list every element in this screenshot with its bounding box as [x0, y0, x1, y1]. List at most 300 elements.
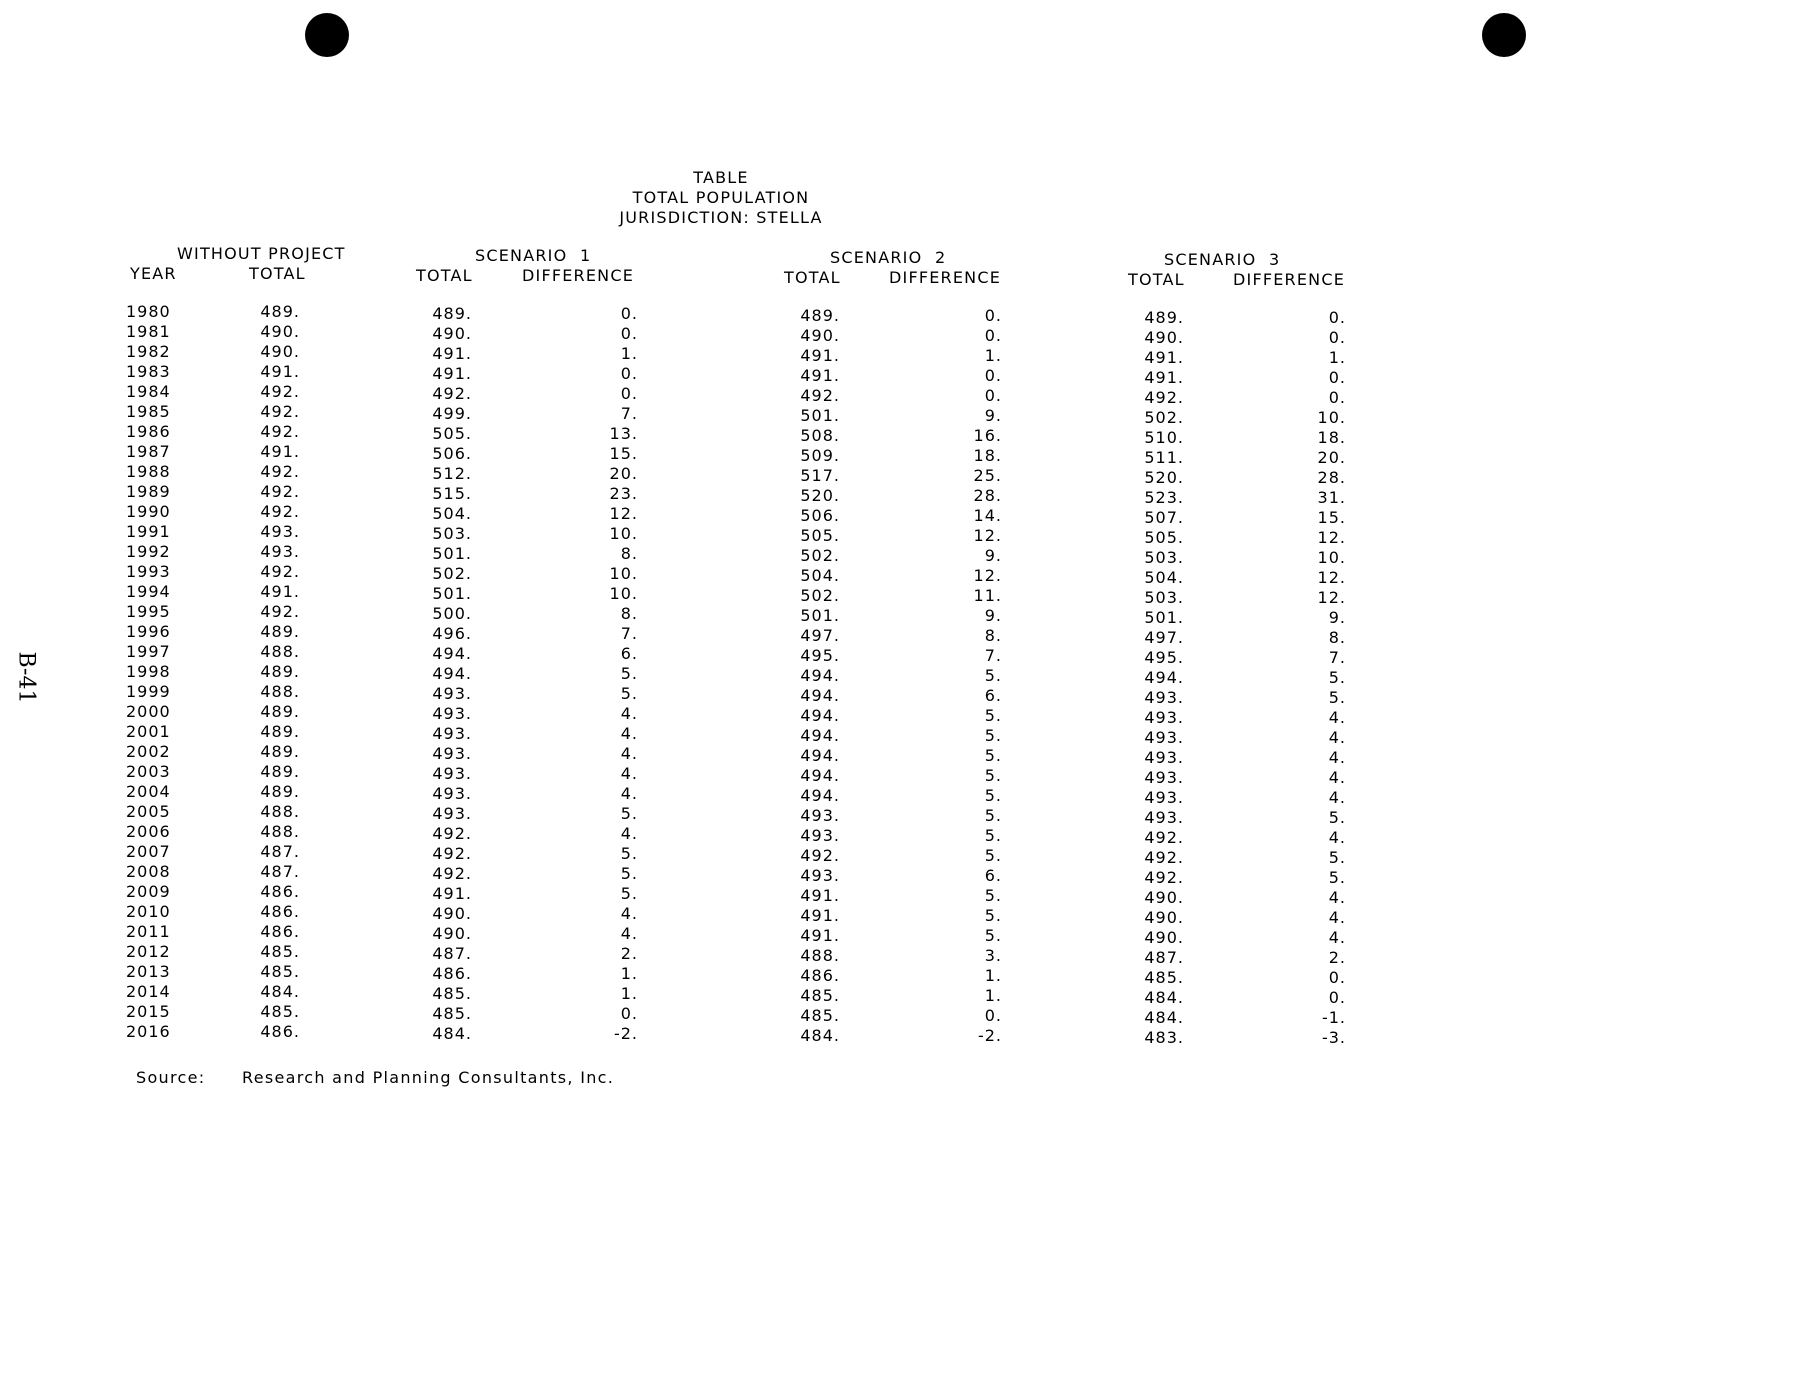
- cell-s1-difference: 7.: [620, 624, 638, 643]
- cell-s2-total: 492.: [800, 846, 840, 865]
- cell-s1-total: 490.: [432, 904, 472, 923]
- cell-s2-total: 494.: [800, 666, 840, 685]
- cell-s2-total: 490.: [800, 326, 840, 345]
- cell-without-total: 488.: [260, 802, 300, 821]
- cell-s3-difference: 5.: [1328, 868, 1346, 887]
- cell-s3-difference: -1.: [1321, 1008, 1346, 1027]
- cell-without-total: 491.: [260, 362, 300, 381]
- cell-without-total: 486.: [260, 882, 300, 901]
- page-number-label: B-41: [13, 651, 39, 704]
- cell-s3-total: 503.: [1144, 588, 1184, 607]
- cell-s3-total: 505.: [1144, 528, 1184, 547]
- cell-without-total: 485.: [260, 942, 300, 961]
- cell-s3-total: 485.: [1144, 968, 1184, 987]
- cell-s1-total: 485.: [432, 1004, 472, 1023]
- cell-year: 1988: [126, 462, 171, 481]
- cell-s1-total: 504.: [432, 504, 472, 523]
- cell-s3-total: 504.: [1144, 568, 1184, 587]
- cell-s3-total: 492.: [1144, 388, 1184, 407]
- cell-s3-difference: 4.: [1328, 768, 1346, 787]
- cell-s2-difference: 5.: [984, 926, 1002, 945]
- cell-s1-difference: 5.: [620, 884, 638, 903]
- cell-s1-total: 490.: [432, 324, 472, 343]
- cell-s3-total: 501.: [1144, 608, 1184, 627]
- header-s3-total: TOTAL: [1128, 270, 1185, 289]
- cell-s1-difference: 13.: [609, 424, 638, 443]
- column-without-total: [240, 302, 300, 1042]
- cell-s1-difference: 4.: [620, 924, 638, 943]
- cell-s3-difference: 28.: [1317, 468, 1346, 487]
- cell-s2-difference: 5.: [984, 786, 1002, 805]
- cell-s2-total: 491.: [800, 346, 840, 365]
- cell-s1-total: 493.: [432, 764, 472, 783]
- cell-s3-difference: 5.: [1328, 848, 1346, 867]
- cell-s2-total: 508.: [800, 426, 840, 445]
- header-scenario-1: SCENARIO 1: [475, 246, 592, 265]
- cell-s2-difference: 0.: [984, 306, 1002, 325]
- cell-without-total: 492.: [260, 382, 300, 401]
- cell-without-total: 489.: [260, 722, 300, 741]
- cell-s1-total: 499.: [432, 404, 472, 423]
- cell-year: 2004: [126, 782, 171, 801]
- cell-s1-difference: 4.: [620, 824, 638, 843]
- cell-s1-difference: 6.: [620, 644, 638, 663]
- cell-s3-total: 483.: [1144, 1028, 1184, 1047]
- cell-year: 1992: [126, 542, 171, 561]
- cell-s3-difference: 4.: [1328, 908, 1346, 927]
- cell-without-total: 489.: [260, 702, 300, 721]
- cell-without-total: 486.: [260, 1022, 300, 1041]
- cell-s1-difference: 5.: [620, 684, 638, 703]
- cell-s3-difference: 0.: [1328, 328, 1346, 347]
- cell-year: 1985: [126, 402, 171, 421]
- header-scenario-3: SCENARIO 3: [1164, 250, 1281, 269]
- cell-s3-difference: 4.: [1328, 928, 1346, 947]
- cell-without-total: 488.: [260, 642, 300, 661]
- cell-s3-total: 493.: [1144, 688, 1184, 707]
- cell-s3-difference: 4.: [1328, 708, 1346, 727]
- cell-s1-total: 503.: [432, 524, 472, 543]
- cell-s2-total: 501.: [800, 606, 840, 625]
- cell-s3-difference: 15.: [1317, 508, 1346, 527]
- cell-s3-total: 491.: [1144, 368, 1184, 387]
- title-line-3: JURISDICTION: STELLA: [619, 208, 823, 227]
- cell-s1-difference: 4.: [620, 904, 638, 923]
- cell-s1-total: 492.: [432, 864, 472, 883]
- cell-s2-difference: 18.: [973, 446, 1002, 465]
- cell-s3-difference: 31.: [1317, 488, 1346, 507]
- cell-year: 2015: [126, 1002, 171, 1021]
- cell-s2-total: 494.: [800, 766, 840, 785]
- cell-s1-total: 489.: [432, 304, 472, 323]
- cell-s3-difference: -3.: [1321, 1028, 1346, 1047]
- cell-without-total: 485.: [260, 962, 300, 981]
- cell-s2-total: 489.: [800, 306, 840, 325]
- cell-s1-difference: 0.: [620, 324, 638, 343]
- cell-year: 2005: [126, 802, 171, 821]
- cell-without-total: 492.: [260, 602, 300, 621]
- cell-s1-difference: 10.: [609, 564, 638, 583]
- cell-s1-total: 506.: [432, 444, 472, 463]
- cell-s3-total: 493.: [1144, 768, 1184, 787]
- cell-without-total: 489.: [260, 742, 300, 761]
- cell-s1-difference: 5.: [620, 804, 638, 823]
- cell-year: 1983: [126, 362, 171, 381]
- cell-s2-difference: 5.: [984, 766, 1002, 785]
- cell-s3-difference: 4.: [1328, 888, 1346, 907]
- cell-year: 2001: [126, 722, 171, 741]
- cell-s3-difference: 5.: [1328, 808, 1346, 827]
- cell-year: 1999: [126, 682, 171, 701]
- cell-s3-difference: 0.: [1328, 968, 1346, 987]
- cell-without-total: 489.: [260, 622, 300, 641]
- cell-s2-total: 493.: [800, 866, 840, 885]
- cell-s1-difference: 15.: [609, 444, 638, 463]
- cell-without-total: 489.: [260, 762, 300, 781]
- cell-year: 2008: [126, 862, 171, 881]
- cell-s2-difference: 5.: [984, 746, 1002, 765]
- cell-s3-total: 493.: [1144, 748, 1184, 767]
- cell-s2-difference: 5.: [984, 806, 1002, 825]
- cell-s3-total: 492.: [1144, 868, 1184, 887]
- cell-year: 2012: [126, 942, 171, 961]
- cell-s2-total: 494.: [800, 686, 840, 705]
- cell-s1-difference: 0.: [620, 384, 638, 403]
- cell-s3-total: 493.: [1144, 728, 1184, 747]
- cell-year: 1998: [126, 662, 171, 681]
- cell-s2-total: 502.: [800, 586, 840, 605]
- cell-s3-difference: 4.: [1328, 748, 1346, 767]
- cell-s3-difference: 18.: [1317, 428, 1346, 447]
- cell-s3-total: 490.: [1144, 888, 1184, 907]
- table-title: [560, 168, 882, 228]
- cell-s1-difference: 0.: [620, 304, 638, 323]
- cell-s2-total: 497.: [800, 626, 840, 645]
- cell-s1-difference: 4.: [620, 744, 638, 763]
- cell-s2-difference: 8.: [984, 626, 1002, 645]
- cell-s1-difference: 4.: [620, 764, 638, 783]
- cell-s2-difference: 14.: [973, 506, 1002, 525]
- cell-s1-difference: 10.: [609, 524, 638, 543]
- cell-s3-difference: 2.: [1328, 948, 1346, 967]
- cell-s3-difference: 4.: [1328, 728, 1346, 747]
- cell-s2-total: 520.: [800, 486, 840, 505]
- cell-without-total: 487.: [260, 862, 300, 881]
- cell-without-total: 485.: [260, 1002, 300, 1021]
- cell-s2-total: 501.: [800, 406, 840, 425]
- cell-s2-difference: 5.: [984, 726, 1002, 745]
- cell-s2-total: 494.: [800, 706, 840, 725]
- cell-s3-total: 503.: [1144, 548, 1184, 567]
- cell-s2-total: 517.: [800, 466, 840, 485]
- cell-s2-total: 502.: [800, 546, 840, 565]
- header-s2-total: TOTAL: [784, 268, 841, 287]
- cell-year: 2016: [126, 1022, 171, 1041]
- cell-s3-difference: 8.: [1328, 628, 1346, 647]
- cell-s1-total: 502.: [432, 564, 472, 583]
- cell-s3-total: 492.: [1144, 848, 1184, 867]
- cell-without-total: 491.: [260, 582, 300, 601]
- cell-s2-difference: 7.: [984, 646, 1002, 665]
- cell-s1-total: 493.: [432, 684, 472, 703]
- cell-without-total: 488.: [260, 682, 300, 701]
- cell-without-total: 486.: [260, 922, 300, 941]
- cell-without-total: 492.: [260, 422, 300, 441]
- cell-s3-total: 507.: [1144, 508, 1184, 527]
- cell-s1-total: 501.: [432, 584, 472, 603]
- cell-s3-total: 491.: [1144, 348, 1184, 367]
- cell-s2-total: 493.: [800, 826, 840, 845]
- cell-s3-total: 490.: [1144, 928, 1184, 947]
- cell-s3-total: 497.: [1144, 628, 1184, 647]
- cell-year: 2006: [126, 822, 171, 841]
- cell-s1-difference: 4.: [620, 784, 638, 803]
- cell-s3-total: 520.: [1144, 468, 1184, 487]
- cell-without-total: 492.: [260, 482, 300, 501]
- cell-year: 2003: [126, 762, 171, 781]
- cell-s1-total: 493.: [432, 724, 472, 743]
- cell-s1-total: 512.: [432, 464, 472, 483]
- column-s2-total: [780, 306, 840, 1046]
- header-without-project: WITHOUT PROJECT: [177, 244, 346, 263]
- cell-year: 1991: [126, 522, 171, 541]
- cell-s1-total: 491.: [432, 344, 472, 363]
- cell-s1-difference: 1.: [620, 964, 638, 983]
- cell-s3-difference: 12.: [1317, 588, 1346, 607]
- cell-s2-difference: 5.: [984, 886, 1002, 905]
- header-year: YEAR: [130, 264, 177, 283]
- cell-s2-difference: 0.: [984, 326, 1002, 345]
- cell-year: 1987: [126, 442, 171, 461]
- cell-s3-difference: 4.: [1328, 788, 1346, 807]
- cell-s2-difference: 5.: [984, 706, 1002, 725]
- column-s3-total: [1124, 308, 1184, 1048]
- cell-s1-total: 492.: [432, 844, 472, 863]
- cell-s2-difference: 12.: [973, 566, 1002, 585]
- column-s1-total: [412, 304, 472, 1044]
- cell-s1-total: 493.: [432, 744, 472, 763]
- cell-without-total: 493.: [260, 542, 300, 561]
- cell-s2-total: 494.: [800, 746, 840, 765]
- cell-s3-difference: 12.: [1317, 528, 1346, 547]
- cell-s2-difference: 28.: [973, 486, 1002, 505]
- cell-s1-total: 492.: [432, 824, 472, 843]
- cell-s1-difference: 5.: [620, 844, 638, 863]
- cell-without-total: 492.: [260, 402, 300, 421]
- cell-s1-difference: 23.: [609, 484, 638, 503]
- title-line-2: TOTAL POPULATION: [632, 188, 810, 207]
- cell-s3-total: 510.: [1144, 428, 1184, 447]
- cell-s3-total: 490.: [1144, 328, 1184, 347]
- cell-s1-difference: 4.: [620, 724, 638, 743]
- column-s1-difference: [582, 304, 638, 1044]
- cell-s3-difference: 10.: [1317, 408, 1346, 427]
- cell-s1-difference: 2.: [620, 944, 638, 963]
- cell-s2-difference: 6.: [984, 866, 1002, 885]
- cell-s3-total: 490.: [1144, 908, 1184, 927]
- cell-s1-total: 492.: [432, 384, 472, 403]
- cell-s2-difference: 3.: [984, 946, 1002, 965]
- cell-year: 1990: [126, 502, 171, 521]
- cell-year: 2011: [126, 922, 171, 941]
- cell-s1-difference: 0.: [620, 1004, 638, 1023]
- cell-year: 1989: [126, 482, 171, 501]
- cell-without-total: 490.: [260, 342, 300, 361]
- cell-s2-total: 504.: [800, 566, 840, 585]
- cell-s2-difference: 9.: [984, 546, 1002, 565]
- header-s3-difference: DIFFERENCE: [1233, 270, 1346, 289]
- cell-s2-difference: 9.: [984, 606, 1002, 625]
- cell-s1-difference: 1.: [620, 984, 638, 1003]
- cell-s1-difference: 10.: [609, 584, 638, 603]
- cell-s3-difference: 12.: [1317, 568, 1346, 587]
- source-label: Source:: [136, 1068, 206, 1087]
- cell-s2-difference: 6.: [984, 686, 1002, 705]
- cell-year: 2009: [126, 882, 171, 901]
- cell-s1-total: 515.: [432, 484, 472, 503]
- cell-s2-total: 509.: [800, 446, 840, 465]
- cell-without-total: 489.: [260, 662, 300, 681]
- cell-s1-total: 501.: [432, 544, 472, 563]
- cell-without-total: 487.: [260, 842, 300, 861]
- header-s1-total: TOTAL: [416, 266, 473, 285]
- cell-s2-difference: 0.: [984, 386, 1002, 405]
- column-year: [126, 302, 186, 1042]
- header-total: TOTAL: [249, 264, 306, 283]
- cell-without-total: 492.: [260, 502, 300, 521]
- column-s3-difference: [1290, 308, 1346, 1048]
- cell-year: 2000: [126, 702, 171, 721]
- cell-s1-difference: 8.: [620, 544, 638, 563]
- cell-s1-total: 493.: [432, 784, 472, 803]
- cell-s1-difference: 7.: [620, 404, 638, 423]
- cell-s3-total: 494.: [1144, 668, 1184, 687]
- cell-s1-difference: -2.: [613, 1024, 638, 1043]
- cell-year: 1984: [126, 382, 171, 401]
- cell-s2-difference: 1.: [984, 986, 1002, 1005]
- cell-year: 1997: [126, 642, 171, 661]
- cell-year: 1996: [126, 622, 171, 641]
- cell-s2-difference: 12.: [973, 526, 1002, 545]
- cell-s2-total: 505.: [800, 526, 840, 545]
- cell-s2-total: 484.: [800, 1026, 840, 1045]
- cell-s1-difference: 0.: [620, 364, 638, 383]
- cell-s1-total: 490.: [432, 924, 472, 943]
- cell-s1-difference: 12.: [609, 504, 638, 523]
- cell-s2-total: 491.: [800, 366, 840, 385]
- header-s1-difference: DIFFERENCE: [522, 266, 635, 285]
- cell-s2-total: 493.: [800, 806, 840, 825]
- cell-s1-total: 505.: [432, 424, 472, 443]
- cell-year: 1993: [126, 562, 171, 581]
- cell-s1-total: 491.: [432, 364, 472, 383]
- cell-s3-total: 523.: [1144, 488, 1184, 507]
- cell-s1-total: 491.: [432, 884, 472, 903]
- title-line-1: TABLE: [693, 168, 749, 187]
- cell-s3-difference: 5.: [1328, 688, 1346, 707]
- cell-without-total: 489.: [260, 782, 300, 801]
- cell-year: 1982: [126, 342, 171, 361]
- header-scenario-2: SCENARIO 2: [830, 248, 947, 267]
- cell-s3-difference: 20.: [1317, 448, 1346, 467]
- cell-s3-total: 489.: [1144, 308, 1184, 327]
- cell-s2-total: 486.: [800, 966, 840, 985]
- column-s2-difference: [946, 306, 1002, 1046]
- cell-s1-total: 484.: [432, 1024, 472, 1043]
- cell-s2-total: 506.: [800, 506, 840, 525]
- cell-s2-total: 485.: [800, 986, 840, 1005]
- cell-s2-difference: 11.: [973, 586, 1002, 605]
- cell-s3-total: 484.: [1144, 988, 1184, 1007]
- cell-without-total: 491.: [260, 442, 300, 461]
- cell-s3-difference: 0.: [1328, 388, 1346, 407]
- cell-s2-difference: 5.: [984, 826, 1002, 845]
- cell-year: 1994: [126, 582, 171, 601]
- cell-s3-total: 502.: [1144, 408, 1184, 427]
- source-note: [136, 1068, 614, 1087]
- cell-s3-difference: 4.: [1328, 828, 1346, 847]
- source-text: Research and Planning Consultants, Inc.: [242, 1068, 615, 1087]
- cell-s2-total: 491.: [800, 906, 840, 925]
- header-s2-difference: DIFFERENCE: [889, 268, 1002, 287]
- cell-s1-total: 500.: [432, 604, 472, 623]
- cell-s3-difference: 1.: [1328, 348, 1346, 367]
- cell-without-total: 484.: [260, 982, 300, 1001]
- cell-s3-difference: 10.: [1317, 548, 1346, 567]
- cell-s1-difference: 8.: [620, 604, 638, 623]
- cell-s2-total: 494.: [800, 726, 840, 745]
- cell-s2-total: 494.: [800, 786, 840, 805]
- cell-without-total: 492.: [260, 462, 300, 481]
- punch-hole-left: [305, 13, 349, 57]
- cell-s2-difference: 9.: [984, 406, 1002, 425]
- punch-hole-right: [1482, 13, 1526, 57]
- cell-s3-total: 487.: [1144, 948, 1184, 967]
- cell-without-total: 492.: [260, 562, 300, 581]
- cell-s3-total: 484.: [1144, 1008, 1184, 1027]
- cell-s1-difference: 20.: [609, 464, 638, 483]
- cell-s2-difference: 1.: [984, 346, 1002, 365]
- cell-without-total: 486.: [260, 902, 300, 921]
- cell-s2-difference: 0.: [984, 1006, 1002, 1025]
- cell-s2-total: 491.: [800, 886, 840, 905]
- cell-s1-difference: 5.: [620, 664, 638, 683]
- cell-s1-difference: 4.: [620, 704, 638, 723]
- cell-s1-total: 487.: [432, 944, 472, 963]
- cell-year: 1986: [126, 422, 171, 441]
- cell-s2-total: 488.: [800, 946, 840, 965]
- cell-year: 1995: [126, 602, 171, 621]
- cell-s2-difference: 5.: [984, 846, 1002, 865]
- cell-s2-difference: 0.: [984, 366, 1002, 385]
- cell-year: 1980: [126, 302, 171, 321]
- cell-s3-total: 495.: [1144, 648, 1184, 667]
- cell-s1-total: 494.: [432, 664, 472, 683]
- cell-s2-difference: 1.: [984, 966, 1002, 985]
- cell-s3-difference: 0.: [1328, 368, 1346, 387]
- cell-s1-total: 496.: [432, 624, 472, 643]
- cell-s2-total: 492.: [800, 386, 840, 405]
- cell-s3-difference: 9.: [1328, 608, 1346, 627]
- cell-s3-total: 492.: [1144, 828, 1184, 847]
- cell-s1-total: 494.: [432, 644, 472, 663]
- cell-year: 2013: [126, 962, 171, 981]
- cell-year: 1981: [126, 322, 171, 341]
- cell-s1-total: 493.: [432, 704, 472, 723]
- cell-s1-difference: 1.: [620, 344, 638, 363]
- cell-year: 2014: [126, 982, 171, 1001]
- cell-s2-difference: 5.: [984, 906, 1002, 925]
